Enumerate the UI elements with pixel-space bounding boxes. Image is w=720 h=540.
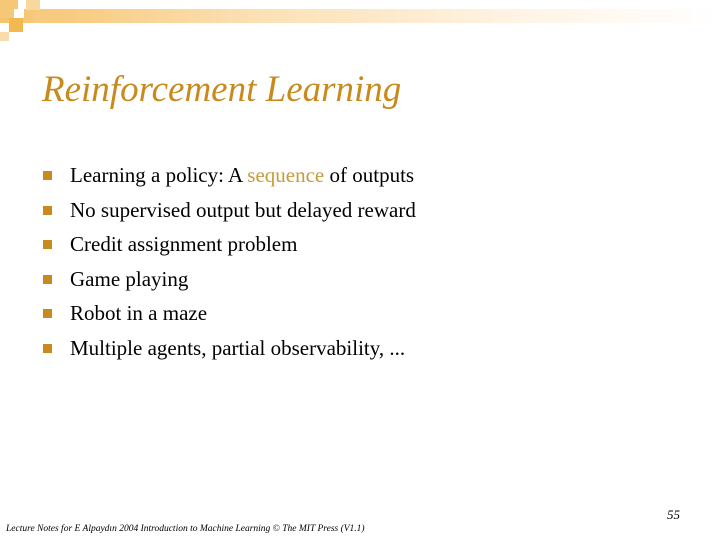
square-bullet-icon xyxy=(43,275,52,284)
bullet-text: Multiple agents, partial observability, ... xyxy=(70,335,406,360)
bullet-text: Credit assignment problem xyxy=(70,232,298,257)
bullet-text: No supervised output but delayed reward xyxy=(70,197,416,222)
bullet-list xyxy=(42,161,416,369)
corner-decoration-square xyxy=(26,0,40,10)
bullet-item xyxy=(42,196,416,231)
top-decorative-band xyxy=(0,9,720,23)
square-bullet-icon xyxy=(43,206,52,215)
corner-decoration-square xyxy=(34,12,52,23)
square-bullet-icon xyxy=(43,240,52,249)
bullet-text-after: of outputs xyxy=(324,163,415,187)
corner-decoration-square xyxy=(0,32,9,41)
bullet-text: Game playing xyxy=(70,266,189,291)
bullet-item xyxy=(42,334,416,369)
square-bullet-icon xyxy=(43,309,52,318)
bullet-item xyxy=(42,265,416,300)
slide-title: Reinforcement Learning xyxy=(42,69,402,110)
footer-credit: Lecture Notes for E Alpaydın 2004 Introduction to Machine Learning © The MIT Press (V1.1) xyxy=(6,524,365,534)
bullet-text-before: Learning a policy: A xyxy=(70,163,248,187)
bullet-text: Robot in a maze xyxy=(70,301,208,326)
bullet-item xyxy=(42,299,416,334)
corner-decoration-gap xyxy=(14,9,24,18)
bullet-item xyxy=(42,230,416,265)
page-number: 55 xyxy=(667,507,680,522)
bullet-text-highlight: sequence xyxy=(247,163,325,187)
corner-decoration-square xyxy=(9,18,23,32)
bullet-item xyxy=(42,161,416,196)
square-bullet-icon xyxy=(43,344,52,353)
square-bullet-icon xyxy=(43,171,52,180)
